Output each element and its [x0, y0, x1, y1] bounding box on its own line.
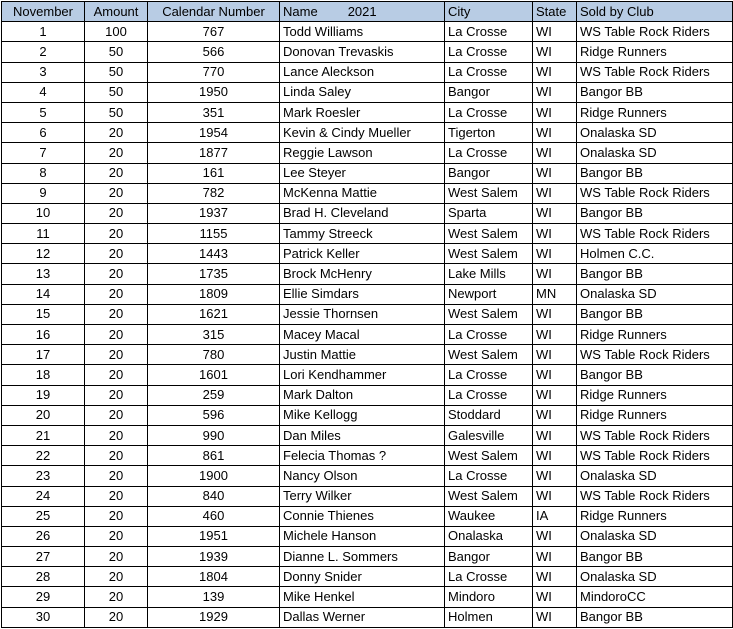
table-row: [2, 244, 733, 264]
table-row: [2, 405, 733, 425]
cell-amount: 20: [85, 203, 148, 223]
table-row: [2, 123, 733, 143]
cell-name: Linda Saley: [280, 82, 445, 102]
cell-amount: 20: [85, 304, 148, 324]
cell-state: WI: [533, 385, 577, 405]
cell-calendar-number: 460: [148, 506, 280, 526]
cell-name: Lance Aleckson: [280, 62, 445, 82]
cell-november: 28: [2, 567, 85, 587]
cell-november: 18: [2, 365, 85, 385]
cell-amount: 20: [85, 607, 148, 627]
cell-amount: 20: [85, 405, 148, 425]
cell-state: WI: [533, 163, 577, 183]
table-row: [2, 607, 733, 627]
cell-sold-by-club: Onalaska SD: [577, 143, 733, 163]
cell-city: West Salem: [445, 224, 533, 244]
cell-state: WI: [533, 42, 577, 62]
cell-calendar-number: 315: [148, 325, 280, 345]
cell-state: WI: [533, 22, 577, 42]
cell-name: Connie Thienes: [280, 506, 445, 526]
table-row: [2, 203, 733, 223]
cell-november: 12: [2, 244, 85, 264]
table-row: [2, 284, 733, 304]
cell-sold-by-club: Onalaska SD: [577, 466, 733, 486]
table-row: [2, 365, 733, 385]
cell-calendar-number: 161: [148, 163, 280, 183]
cell-november: 9: [2, 183, 85, 203]
cell-calendar-number: 139: [148, 587, 280, 607]
table-row: [2, 466, 733, 486]
cell-november: 17: [2, 345, 85, 365]
cell-calendar-number: 1804: [148, 567, 280, 587]
cell-november: 14: [2, 284, 85, 304]
cell-city: La Crosse: [445, 143, 533, 163]
cell-sold-by-club: WS Table Rock Riders: [577, 62, 733, 82]
cell-name: McKenna Mattie: [280, 183, 445, 203]
cell-november: 21: [2, 425, 85, 445]
cell-calendar-number: 1937: [148, 203, 280, 223]
cell-name: Donny Snider: [280, 567, 445, 587]
cell-city: La Crosse: [445, 567, 533, 587]
cell-november: 4: [2, 82, 85, 102]
cell-sold-by-club: Bangor BB: [577, 304, 733, 324]
cell-sold-by-club: Ridge Runners: [577, 385, 733, 405]
cell-sold-by-club: Ridge Runners: [577, 102, 733, 122]
cell-november: 11: [2, 224, 85, 244]
cell-sold-by-club: Ridge Runners: [577, 405, 733, 425]
cell-sold-by-club: Bangor BB: [577, 365, 733, 385]
table-row: [2, 425, 733, 445]
table-row: [2, 22, 733, 42]
cell-calendar-number: 1950: [148, 82, 280, 102]
cell-amount: 20: [85, 506, 148, 526]
cell-sold-by-club: Onalaska SD: [577, 284, 733, 304]
cell-calendar-number: 566: [148, 42, 280, 62]
cell-calendar-number: 767: [148, 22, 280, 42]
cell-sold-by-club: Bangor BB: [577, 264, 733, 284]
cell-state: WI: [533, 486, 577, 506]
cell-city: Holmen: [445, 607, 533, 627]
cell-name: Brock McHenry: [280, 264, 445, 284]
cell-state: WI: [533, 365, 577, 385]
cell-sold-by-club: WS Table Rock Riders: [577, 425, 733, 445]
cell-november: 6: [2, 123, 85, 143]
cell-sold-by-club: Ridge Runners: [577, 506, 733, 526]
cell-name: Michele Hanson: [280, 526, 445, 546]
cell-calendar-number: 1155: [148, 224, 280, 244]
cell-calendar-number: 1809: [148, 284, 280, 304]
cell-name: Reggie Lawson: [280, 143, 445, 163]
cell-name: Macey Macal: [280, 325, 445, 345]
cell-state: WI: [533, 203, 577, 223]
cell-name: Todd Williams: [280, 22, 445, 42]
cell-sold-by-club: MindoroCC: [577, 587, 733, 607]
cell-name: Terry Wilker: [280, 486, 445, 506]
cell-amount: 20: [85, 123, 148, 143]
cell-amount: 20: [85, 284, 148, 304]
cell-calendar-number: 770: [148, 62, 280, 82]
cell-city: West Salem: [445, 345, 533, 365]
cell-state: WI: [533, 123, 577, 143]
cell-city: La Crosse: [445, 102, 533, 122]
table-row: [2, 42, 733, 62]
table-row: [2, 506, 733, 526]
cell-state: WI: [533, 304, 577, 324]
cell-calendar-number: 861: [148, 446, 280, 466]
cell-amount: 20: [85, 385, 148, 405]
cell-state: WI: [533, 547, 577, 567]
cell-amount: 20: [85, 143, 148, 163]
cell-state: WI: [533, 607, 577, 627]
cell-calendar-number: 596: [148, 405, 280, 425]
cell-calendar-number: 1735: [148, 264, 280, 284]
table-row: [2, 345, 733, 365]
cell-amount: 20: [85, 163, 148, 183]
cell-amount: 50: [85, 102, 148, 122]
cell-calendar-number: 1951: [148, 526, 280, 546]
table-row: [2, 163, 733, 183]
cell-name: Nancy Olson: [280, 466, 445, 486]
cell-november: 3: [2, 62, 85, 82]
cell-city: Onalaska: [445, 526, 533, 546]
cell-city: La Crosse: [445, 365, 533, 385]
cell-city: La Crosse: [445, 22, 533, 42]
cell-sold-by-club: WS Table Rock Riders: [577, 446, 733, 466]
cell-sold-by-club: Ridge Runners: [577, 325, 733, 345]
table-row: [2, 526, 733, 546]
cell-city: West Salem: [445, 244, 533, 264]
cell-state: WI: [533, 466, 577, 486]
cell-name: Dianne L. Sommers: [280, 547, 445, 567]
winners-table: [1, 1, 733, 628]
cell-city: Newport: [445, 284, 533, 304]
cell-city: West Salem: [445, 304, 533, 324]
cell-amount: 20: [85, 264, 148, 284]
cell-state: WI: [533, 224, 577, 244]
cell-calendar-number: 1900: [148, 466, 280, 486]
cell-amount: 50: [85, 82, 148, 102]
cell-november: 19: [2, 385, 85, 405]
table-row: [2, 183, 733, 203]
cell-calendar-number: 782: [148, 183, 280, 203]
cell-name: Donovan Trevaskis: [280, 42, 445, 62]
cell-sold-by-club: Bangor BB: [577, 607, 733, 627]
header-name-year: 2021: [347, 3, 377, 19]
cell-calendar-number: 780: [148, 345, 280, 365]
cell-amount: 20: [85, 587, 148, 607]
cell-amount: 20: [85, 325, 148, 345]
table-row: [2, 143, 733, 163]
cell-amount: 20: [85, 244, 148, 264]
header-city: City: [445, 2, 533, 22]
cell-city: Lake Mills: [445, 264, 533, 284]
header-november: November: [2, 2, 85, 22]
cell-state: WI: [533, 264, 577, 284]
cell-sold-by-club: Onalaska SD: [577, 567, 733, 587]
cell-state: IA: [533, 506, 577, 526]
cell-city: Bangor: [445, 163, 533, 183]
cell-amount: 20: [85, 365, 148, 385]
cell-sold-by-club: Onalaska SD: [577, 123, 733, 143]
cell-city: West Salem: [445, 486, 533, 506]
cell-sold-by-club: Bangor BB: [577, 163, 733, 183]
cell-calendar-number: 1954: [148, 123, 280, 143]
cell-november: 27: [2, 547, 85, 567]
cell-amount: 20: [85, 466, 148, 486]
cell-city: Stoddard: [445, 405, 533, 425]
cell-november: 15: [2, 304, 85, 324]
cell-calendar-number: 1601: [148, 365, 280, 385]
cell-state: WI: [533, 446, 577, 466]
cell-november: 22: [2, 446, 85, 466]
cell-state: WI: [533, 244, 577, 264]
cell-state: WI: [533, 82, 577, 102]
table-row: [2, 102, 733, 122]
cell-november: 2: [2, 42, 85, 62]
table-row: [2, 567, 733, 587]
table-row: [2, 446, 733, 466]
cell-name: Justin Mattie: [280, 345, 445, 365]
cell-name: Lee Steyer: [280, 163, 445, 183]
cell-city: La Crosse: [445, 466, 533, 486]
cell-city: West Salem: [445, 446, 533, 466]
cell-november: 7: [2, 143, 85, 163]
cell-state: WI: [533, 345, 577, 365]
cell-name: Felecia Thomas ?: [280, 446, 445, 466]
cell-city: La Crosse: [445, 42, 533, 62]
cell-name: Tammy Streeck: [280, 224, 445, 244]
cell-calendar-number: 990: [148, 425, 280, 445]
cell-sold-by-club: WS Table Rock Riders: [577, 224, 733, 244]
cell-name: Patrick Keller: [280, 244, 445, 264]
cell-state: MN: [533, 284, 577, 304]
cell-calendar-number: 1877: [148, 143, 280, 163]
table-row: [2, 224, 733, 244]
cell-name: Brad H. Cleveland: [280, 203, 445, 223]
table-row: [2, 304, 733, 324]
table-row: [2, 264, 733, 284]
table-row: [2, 62, 733, 82]
table-row: [2, 547, 733, 567]
cell-november: 24: [2, 486, 85, 506]
cell-state: WI: [533, 102, 577, 122]
header-row: [2, 2, 733, 22]
header-calendar-number: Calendar Number: [148, 2, 280, 22]
cell-calendar-number: 1621: [148, 304, 280, 324]
cell-sold-by-club: Bangor BB: [577, 203, 733, 223]
cell-name: Mark Roesler: [280, 102, 445, 122]
cell-state: WI: [533, 325, 577, 345]
header-name: [280, 2, 445, 22]
table-row: [2, 385, 733, 405]
cell-november: 8: [2, 163, 85, 183]
table-row: [2, 82, 733, 102]
cell-november: 20: [2, 405, 85, 425]
cell-city: La Crosse: [445, 325, 533, 345]
cell-calendar-number: 1443: [148, 244, 280, 264]
cell-november: 5: [2, 102, 85, 122]
cell-name: Mike Kellogg: [280, 405, 445, 425]
table-row: [2, 325, 733, 345]
cell-state: WI: [533, 587, 577, 607]
cell-calendar-number: 1929: [148, 607, 280, 627]
cell-november: 29: [2, 587, 85, 607]
cell-city: Mindoro: [445, 587, 533, 607]
cell-name: Mike Henkel: [280, 587, 445, 607]
cell-sold-by-club: Bangor BB: [577, 547, 733, 567]
cell-sold-by-club: Bangor BB: [577, 82, 733, 102]
cell-state: WI: [533, 143, 577, 163]
cell-amount: 20: [85, 526, 148, 546]
cell-city: Galesville: [445, 425, 533, 445]
cell-november: 10: [2, 203, 85, 223]
cell-november: 16: [2, 325, 85, 345]
table-body: [2, 22, 733, 628]
cell-sold-by-club: Ridge Runners: [577, 42, 733, 62]
cell-amount: 20: [85, 224, 148, 244]
cell-city: Waukee: [445, 506, 533, 526]
cell-november: 26: [2, 526, 85, 546]
cell-name: Lori Kendhammer: [280, 365, 445, 385]
header-amount: Amount: [85, 2, 148, 22]
table-row: [2, 486, 733, 506]
cell-sold-by-club: WS Table Rock Riders: [577, 486, 733, 506]
cell-sold-by-club: WS Table Rock Riders: [577, 345, 733, 365]
cell-november: 30: [2, 607, 85, 627]
cell-sold-by-club: Onalaska SD: [577, 526, 733, 546]
cell-state: WI: [533, 425, 577, 445]
cell-state: WI: [533, 567, 577, 587]
cell-state: WI: [533, 183, 577, 203]
cell-calendar-number: 351: [148, 102, 280, 122]
cell-state: WI: [533, 526, 577, 546]
cell-amount: 20: [85, 486, 148, 506]
cell-city: Sparta: [445, 203, 533, 223]
cell-amount: 100: [85, 22, 148, 42]
cell-state: WI: [533, 62, 577, 82]
cell-november: 13: [2, 264, 85, 284]
header-sold-by-club: Sold by Club: [577, 2, 733, 22]
cell-amount: 20: [85, 425, 148, 445]
cell-amount: 20: [85, 446, 148, 466]
cell-city: Tigerton: [445, 123, 533, 143]
table-row: [2, 587, 733, 607]
cell-city: La Crosse: [445, 385, 533, 405]
cell-name: Jessie Thornsen: [280, 304, 445, 324]
cell-amount: 20: [85, 547, 148, 567]
cell-november: 25: [2, 506, 85, 526]
cell-amount: 20: [85, 567, 148, 587]
cell-name: Mark Dalton: [280, 385, 445, 405]
cell-calendar-number: 840: [148, 486, 280, 506]
cell-november: 1: [2, 22, 85, 42]
cell-calendar-number: 1939: [148, 547, 280, 567]
cell-amount: 50: [85, 42, 148, 62]
cell-city: Bangor: [445, 82, 533, 102]
cell-amount: 20: [85, 345, 148, 365]
header-state: State: [533, 2, 577, 22]
cell-november: 23: [2, 466, 85, 486]
cell-name: Kevin & Cindy Mueller: [280, 123, 445, 143]
cell-sold-by-club: WS Table Rock Riders: [577, 22, 733, 42]
cell-sold-by-club: Holmen C.C.: [577, 244, 733, 264]
cell-state: WI: [533, 405, 577, 425]
cell-amount: 20: [85, 183, 148, 203]
cell-name: Dan Miles: [280, 425, 445, 445]
cell-city: Bangor: [445, 547, 533, 567]
cell-city: La Crosse: [445, 62, 533, 82]
cell-city: West Salem: [445, 183, 533, 203]
cell-calendar-number: 259: [148, 385, 280, 405]
header-name-label: Name: [283, 3, 318, 19]
cell-name: Ellie Simdars: [280, 284, 445, 304]
cell-amount: 50: [85, 62, 148, 82]
cell-name: Dallas Werner: [280, 607, 445, 627]
cell-sold-by-club: WS Table Rock Riders: [577, 183, 733, 203]
